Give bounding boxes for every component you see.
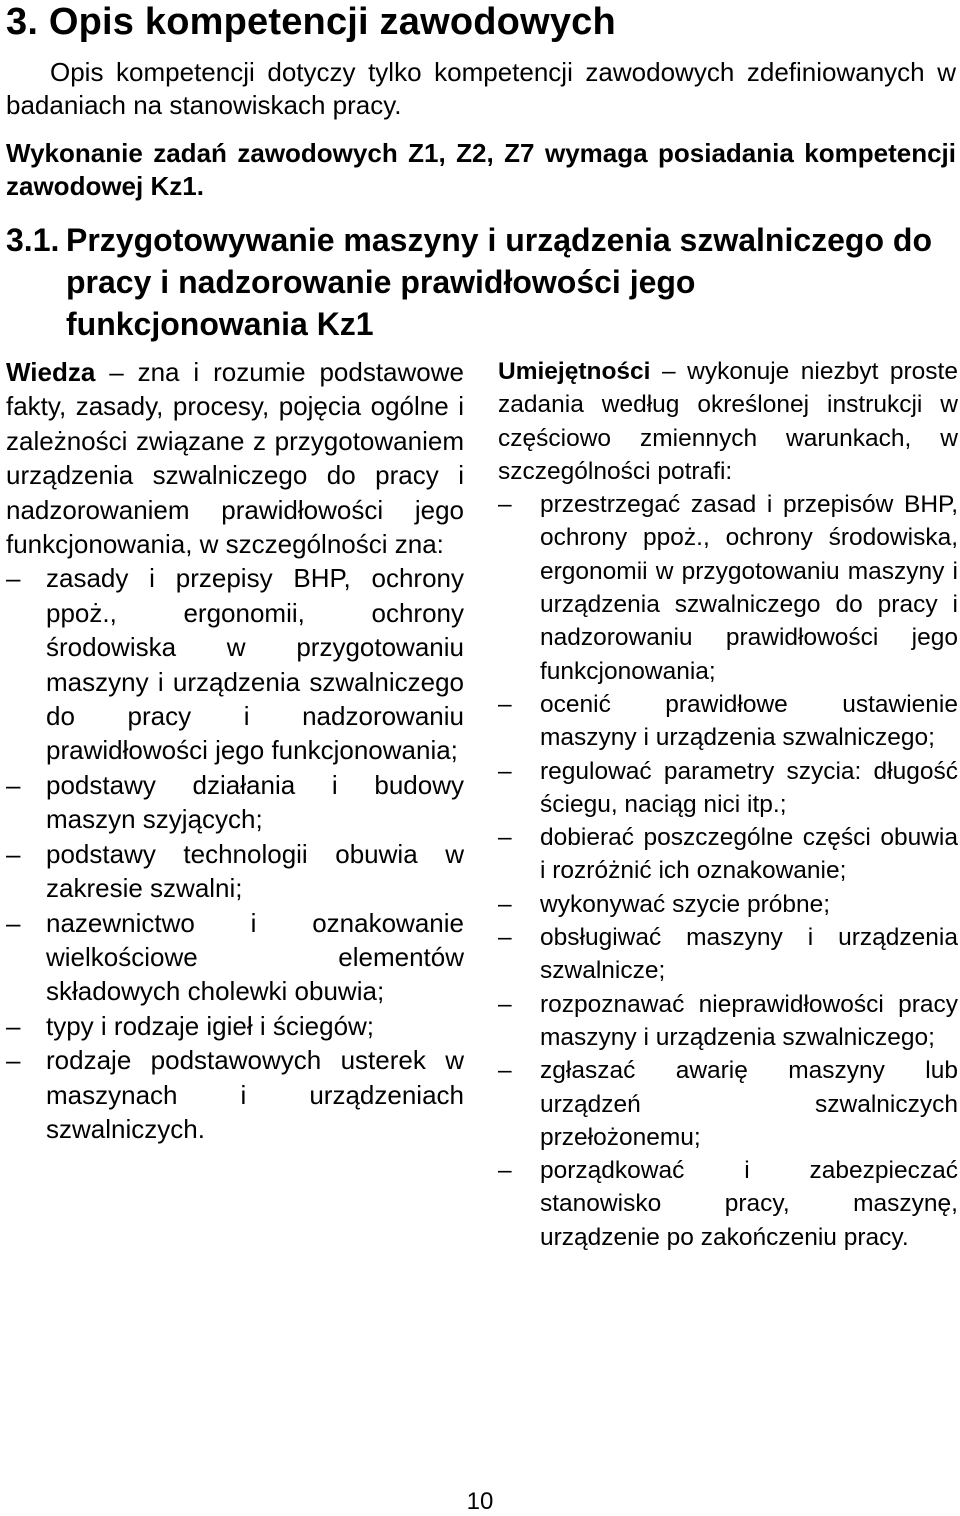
list-item [498, 1054, 958, 1154]
list-item-text: ocenić prawidłowe ustawienie maszyny i urządzenia szwalniczego; [540, 690, 958, 752]
dash-marker: – [498, 924, 512, 952]
list-item [6, 1009, 464, 1043]
intro-paragraph: Opis kompetencji dotyczy tylko kompetencji zawodowych zdefiniowanych w badaniach na stanowiskach pracy. [6, 57, 956, 120]
list-item-text: typy i rodzaje igieł i ściegów; [46, 1010, 375, 1041]
skills-label: Umiejętności [498, 358, 651, 385]
section-title: Przygotowywanie maszyny i urządzenia szwalniczego do pracy i nadzorowanie prawidłowości jego funkcjonowania Kz1 [66, 222, 932, 342]
dash-marker: – [6, 769, 21, 800]
requirement-paragraph: Wykonanie zadań zawodowych Z1, Z2, Z7 wymaga posiadania kompetencji zawodowej Kz1. [6, 138, 956, 201]
dash-marker: – [498, 1157, 512, 1185]
list-item [498, 921, 958, 988]
knowledge-intro-text: – zna i rozumie podstawowe fakty, zasady, procesy, pojęcia ogólne i zależności związane z przygotowaniem urządzenia szwalniczego do pracy i nadzorowaniem prawidłowości jego funkcjonowania, w szczególności zna: [6, 357, 464, 560]
list-item [6, 837, 464, 906]
list-item-text: podstawy technologii obuwia w zakresie szwalni; [46, 838, 464, 904]
list-item [498, 1154, 958, 1254]
list-item [498, 888, 958, 921]
skills-intro [498, 355, 958, 488]
list-item-text: porządkować i zabezpieczać stanowisko pracy, maszynę, urządzenie po zakończeniu pracy. [540, 1157, 958, 1251]
dash-marker: – [498, 690, 512, 718]
dash-marker: – [498, 990, 512, 1018]
page-number: 10 [466, 1488, 494, 1515]
list-item-text: przestrzegać zasad i przepisów BHP, ochrony ppoż., ochrony środowiska, ergonomii w przygotowaniu maszyny i urządzenia szwalniczego do pracy i nadzorowaniu prawidłowości jego funkcjonowania; [540, 491, 958, 685]
dash-marker: – [498, 1057, 512, 1085]
knowledge-label: Wiedza [6, 357, 96, 387]
dash-marker: – [498, 757, 512, 785]
dash-marker: – [6, 1045, 21, 1076]
list-item-text: dobierać poszczególne części obuwia i rozróżnić ich oznakowanie; [540, 824, 958, 885]
list-item-text: nazewnictwo i oznakowanie wielkościowe elementów składowych cholewki obuwia; [46, 907, 464, 1007]
dash-marker: – [6, 907, 21, 938]
list-item-text: zasady i przepisy BHP, ochrony ppoż., ergonomii, ochrony środowiska w przygotowaniu maszyny i urządzenia szwalniczego do pracy i nadzorowaniu prawidłowości jego funkcjonowania; [46, 563, 464, 766]
list-item [6, 906, 464, 1009]
section-number: 3.1. [6, 222, 60, 258]
dash-marker: – [6, 1010, 21, 1041]
dash-marker: – [498, 890, 512, 918]
list-item-text: rozpoznawać nieprawidłowości pracy maszyny i urządzenia szwalniczego; [540, 990, 958, 1051]
list-item-text: wykonywać szycie próbne; [540, 890, 831, 918]
knowledge-column [6, 355, 464, 1146]
dash-marker: – [6, 838, 21, 869]
dash-marker: – [498, 491, 512, 519]
list-item [498, 755, 958, 822]
knowledge-list [6, 561, 464, 1146]
list-item-text: obsługiwać maszyny i urządzenia szwalnicze; [540, 924, 958, 985]
list-item [6, 561, 464, 767]
dash-marker: – [6, 563, 21, 594]
list-item-text: zgłaszać awarię maszyny lub urządzeń szwalniczych przełożonemu; [540, 1057, 958, 1151]
chapter-title: 3. Opis kompetencji zawodowych [6, 1, 616, 43]
knowledge-intro [6, 355, 464, 561]
skills-list [498, 488, 958, 1254]
list-item-text: regulować parametry szycia: długość ściegu, naciąg nici itp.; [540, 757, 958, 818]
list-item [498, 821, 958, 888]
skills-column [498, 355, 958, 1254]
skills-intro-text: – wykonuje niezbyt proste zadania według określonej instrukcji w częściowo zmiennych warunkach, w szczególności potrafi: [498, 358, 958, 485]
list-item-text: rodzaje podstawowych usterek w maszynach i urządzeniach szwalniczych. [46, 1045, 464, 1144]
list-item [498, 688, 958, 755]
list-item [498, 988, 958, 1055]
list-item [6, 768, 464, 837]
list-item [6, 1043, 464, 1146]
list-item [498, 488, 958, 688]
dash-marker: – [498, 824, 512, 852]
list-item-text: podstawy działania i budowy maszyn szyjących; [46, 769, 464, 835]
